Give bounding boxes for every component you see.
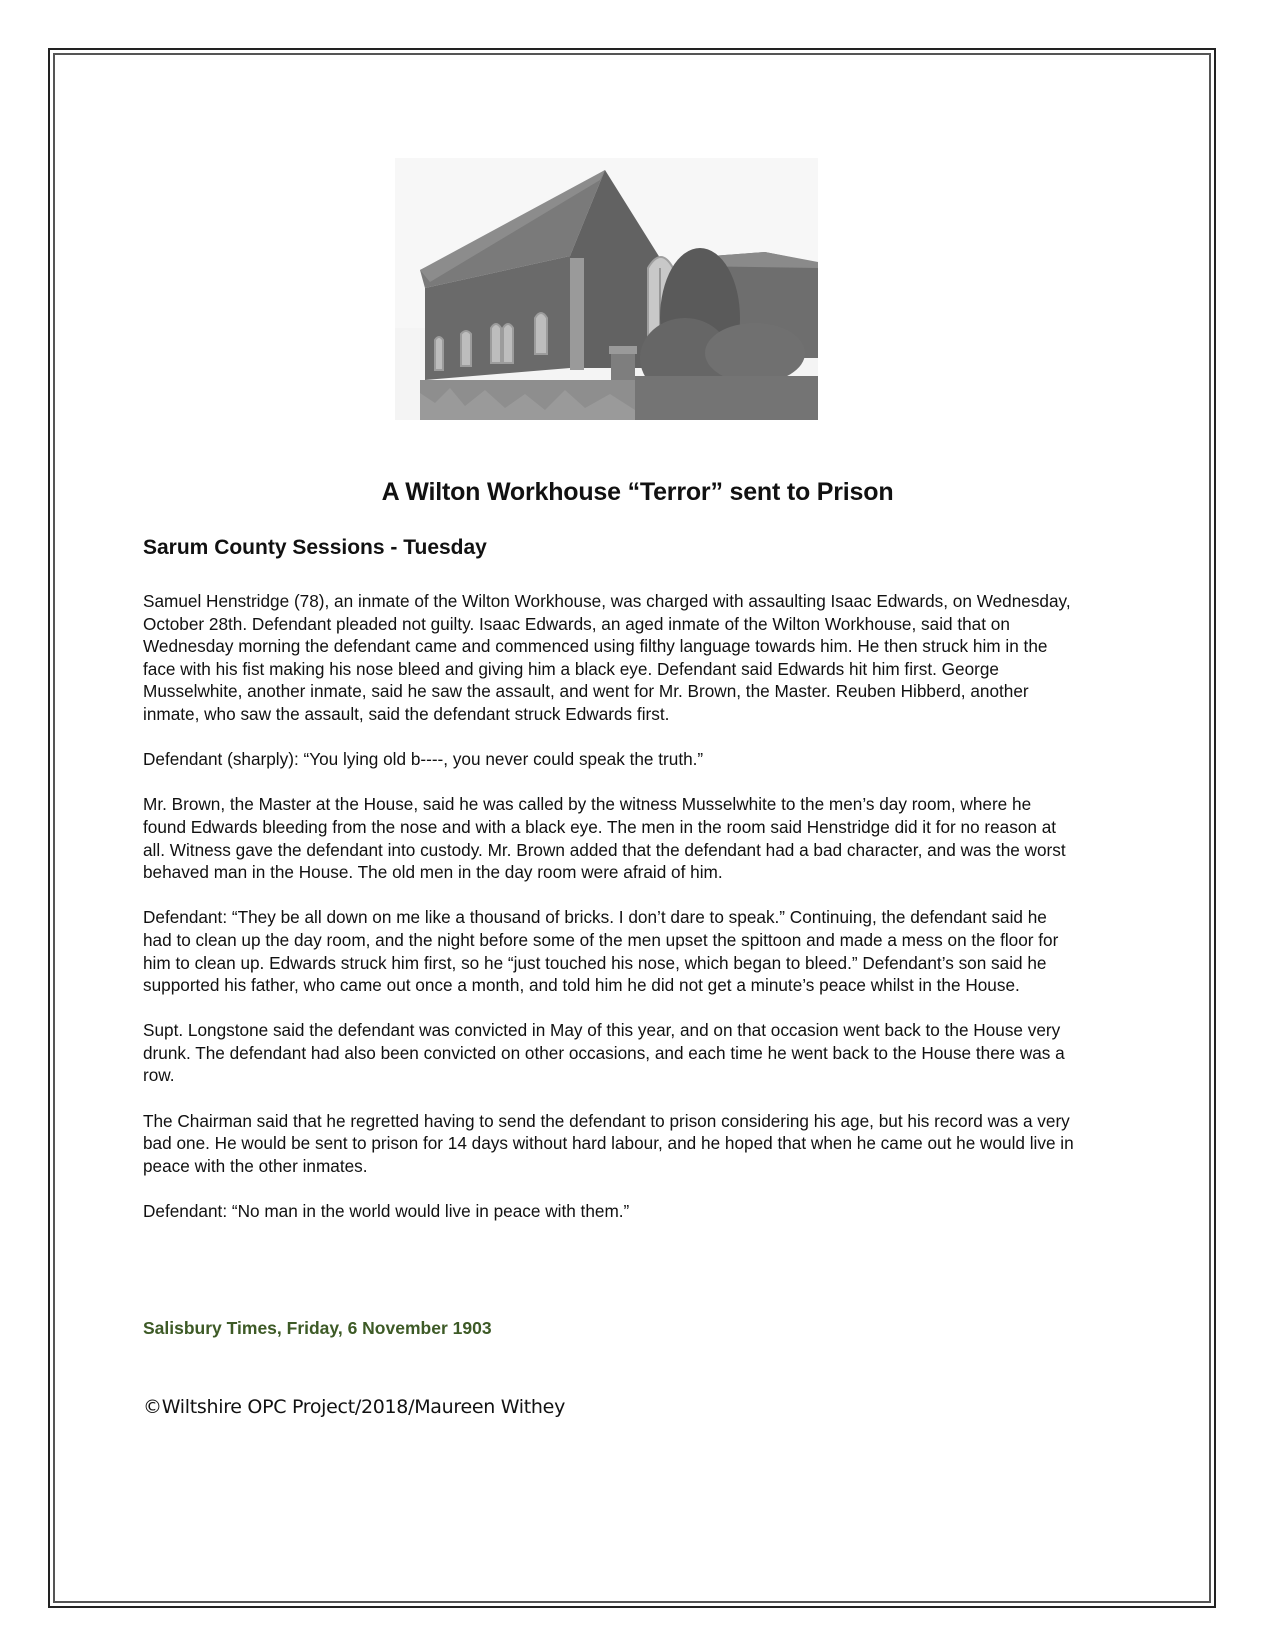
article-title: A Wilton Workhouse “Terror” sent to Prison (381, 478, 894, 506)
paragraph: Samuel Henstridge (78), an inmate of the Wilton Workhouse, was charged with assaulting Isaac Edwards, on Wednesday, October 28th. Defendant pleaded not guilty. Isaac Edwards, an aged inmate of the Wilton Workhouse, said that on Wednesday morning the defendant came and commenced using filthy language towards him. He then struck him in the face with his fist making his nose bleed and giving him a black eye. Defendant said Edwards hit him first. George Musselwhite, another inmate, said he saw the assault, and went for Mr. Brown, the Master. Reuben Hibberd, another inmate, who saw the assault, said the defendant struck Edwards first. (143, 591, 1071, 724)
copyright-notice: ©Wiltshire OPC Project/2018/Maureen Withey (143, 1396, 566, 1418)
workhouse-photo-graphic (395, 158, 818, 420)
paragraph: Defendant: “They be all down on me like a thousand of bricks. I don’t dare to speak.” Continuing, the defendant said he had to clean up the day room, and the night before some of the men upset the spittoon and made a mess on the floor for him to clean up. Edwards struck him first, so he “just touched his nose, which began to bleed.” Defendant’s son said he supported his father, who came out once a month, and told him he did not get a minute’s peace whilst in the House. (143, 907, 1059, 996)
workhouse-photo (395, 158, 818, 420)
paragraph: Defendant: “No man in the world would live in peace with them.” (143, 1201, 630, 1222)
paragraph: The Chairman said that he regretted having to send the defendant to prison considering his age, but his record was a very bad one. He would be sent to prison for 14 days without hard labour, and he hoped that when he came out he would live in peace with the other inmates. (143, 1110, 1074, 1176)
article-subtitle: Sarum County Sessions - Tuesday (143, 536, 487, 559)
paragraph: Defendant (sharply): “You lying old b----, you never could speak the truth.” (143, 749, 704, 770)
article-body (143, 590, 1078, 1245)
paragraph: Mr. Brown, the Master at the House, said he was called by the witness Musselwhite to the men’s day room, where he found Edwards bleeding from the nose and with a black eye. The men in the room said Henstridge did it for no reason at all. Witness gave the defendant into custody. Mr. Brown added that the defendant had a bad character, and was the worst behaved man in the House. The old men in the day room were afraid of him. (143, 794, 1066, 883)
source-citation: Salisbury Times, Friday, 6 November 1903 (143, 1318, 492, 1338)
paragraph: Supt. Longstone said the defendant was convicted in May of this year, and on that occasion went back to the House very drunk. The defendant had also been convicted on other occasions, and each time he went back to the House there was a row. (143, 1020, 1065, 1086)
